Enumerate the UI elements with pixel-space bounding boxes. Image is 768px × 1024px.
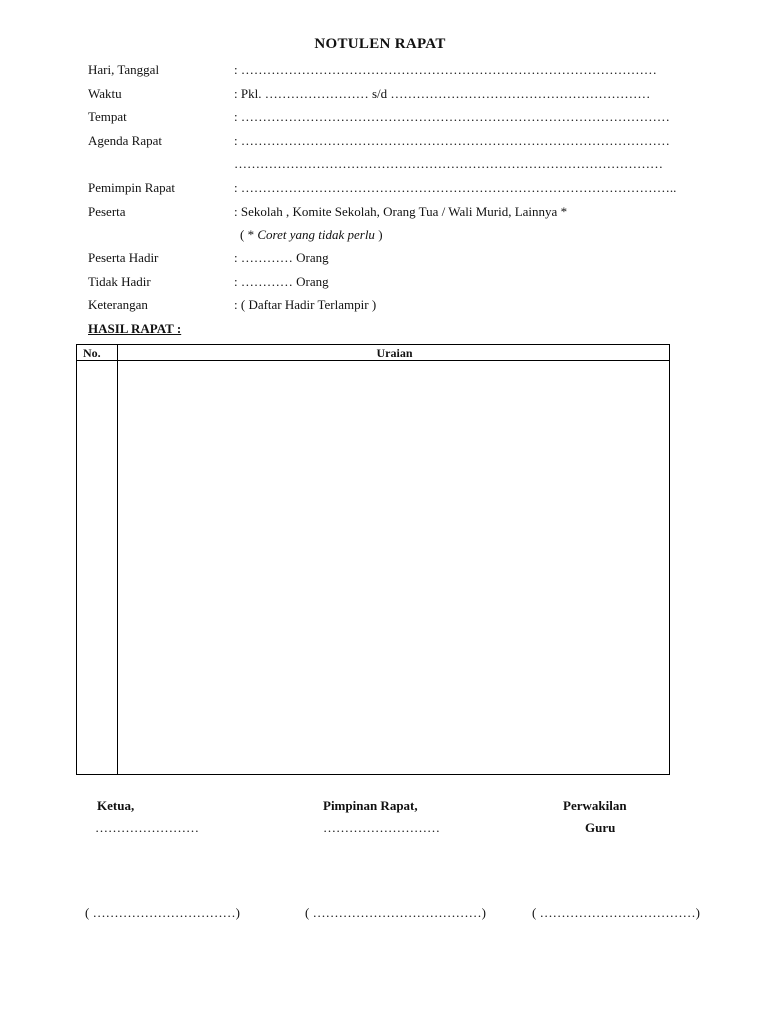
- perwakilan-title-guru: Guru: [585, 820, 616, 835]
- note-close: ): [374, 227, 383, 242]
- field-value: : ………………………………………………………………………………………: [234, 133, 670, 148]
- note-open: ( *: [240, 227, 258, 242]
- ketua-dots: ……………………: [95, 820, 199, 835]
- field-value: ………………………………………………………………………………………: [234, 156, 663, 171]
- field-label: Keterangan: [88, 297, 148, 312]
- field-label: Tidak Hadir: [88, 274, 151, 289]
- field-label: Pemimpin Rapat: [88, 180, 176, 195]
- field-label: Agenda Rapat: [88, 133, 163, 148]
- perwakilan-signature-line: ( ………………………………): [532, 905, 700, 920]
- hasil-rapat-table: [76, 344, 670, 775]
- field-label: Hari, Tanggal: [88, 62, 160, 77]
- peserta-note: [240, 227, 383, 243]
- field-value: : ……………………………………………………………………………………: [234, 62, 657, 77]
- field-value: : ………… Orang: [234, 250, 329, 265]
- hasil-rapat-heading: HASIL RAPAT :: [88, 321, 182, 336]
- field-label: Peserta Hadir: [88, 250, 159, 265]
- field-value: : ( Daftar Hadir Terlampir ): [234, 297, 377, 312]
- perwakilan-title: Perwakilan: [563, 798, 627, 813]
- field-label: Peserta: [88, 204, 126, 219]
- pimpinan-signature-line: ( …………………………………): [305, 905, 486, 920]
- table-column-divider: [117, 345, 118, 774]
- field-value: : Pkl. …………………… s/d ……………………………………………………: [234, 86, 651, 101]
- pimpinan-title: Pimpinan Rapat,: [323, 798, 418, 813]
- field-value: : ………………………………………………………………………………………..: [234, 180, 677, 195]
- field-label: Tempat: [88, 109, 127, 124]
- ketua-title: Ketua,: [97, 798, 135, 813]
- column-header-no: No.: [83, 346, 101, 360]
- field-value: : ………… Orang: [234, 274, 329, 289]
- pimpinan-dots: ………………………: [323, 820, 440, 835]
- ketua-signature-line: ( ……………………………): [85, 905, 240, 920]
- field-value: : Sekolah , Komite Sekolah, Orang Tua / Wali Murid, Lainnya *: [234, 204, 568, 219]
- field-value: : ………………………………………………………………………………………: [234, 109, 670, 124]
- field-label: Waktu: [88, 86, 122, 101]
- note-text: Coret yang tidak perlu: [257, 227, 375, 242]
- document-title: NOTULEN RAPAT: [314, 36, 446, 52]
- column-header-uraian: Uraian: [376, 346, 413, 360]
